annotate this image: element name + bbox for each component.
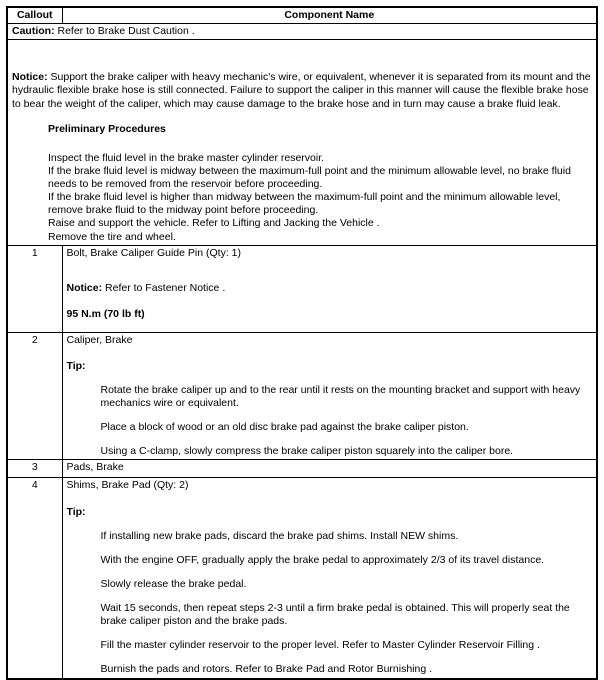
callout-number-4: 4	[7, 478, 62, 679]
caution-text: Refer to Brake Dust Caution .	[57, 25, 195, 38]
component-row-3	[7, 460, 597, 478]
tip-item: Burnish the pads and rotors. Refer to Brake Pad and Rotor Burnishing .	[100, 663, 433, 676]
tip-item: Slowly release the brake pedal.	[100, 577, 247, 590]
notice-label: Notice:	[66, 281, 103, 294]
caution-cell	[7, 24, 597, 40]
component-title: Shims, Brake Pad (Qty: 2)	[66, 479, 189, 492]
table-header-row	[7, 7, 597, 24]
tip-label: Tip:	[66, 359, 86, 372]
caution-row	[7, 24, 597, 40]
tip-item: Wait 15 seconds, then repeat steps 2-3 until a firm brake pedal is obtained. This will properly seat the brake caliper piston and the brake pads.	[100, 602, 570, 628]
callout-number-2: 2	[7, 332, 62, 460]
component-cell-caliper	[62, 332, 597, 460]
tip-item: Using a C-clamp, slowly compress the brake caliper piston squarely into the caliper bore.	[100, 445, 514, 458]
callout-number-1: 1	[7, 245, 62, 332]
preliminary-step: Raise and support the vehicle. Refer to Lifting and Jacking the Vehicle .	[48, 217, 380, 230]
component-row-4	[7, 478, 597, 679]
preliminary-step: Remove the tire and wheel.	[48, 230, 176, 243]
component-cell-bolt	[62, 245, 597, 332]
fastener-notice	[67, 282, 593, 295]
component-cell-pads	[62, 460, 597, 478]
tip-item: Rotate the brake caliper up and to the rear until it rests on the mounting bracket and support with heavy mechanics wire or equivalent.	[100, 383, 581, 409]
notice-text: Refer to Fastener Notice .	[105, 281, 226, 294]
preliminary-procedures-title: Preliminary Procedures	[48, 122, 166, 135]
preliminary-step: If the brake fluid level is midway between the maximum-full point and the minimum allowable level, no brake fluid needs to be removed from the reservoir before proceeding.	[48, 164, 571, 190]
component-row-2	[7, 332, 597, 460]
preliminary-steps	[12, 152, 592, 244]
callout-number-3: 3	[7, 460, 62, 478]
component-name-column-header: Component Name	[62, 7, 597, 24]
component-callout-table	[6, 6, 598, 680]
component-title: Bolt, Brake Caliper Guide Pin (Qty: 1)	[66, 246, 241, 259]
tip-label: Tip:	[66, 505, 86, 518]
notice-label: Notice:	[12, 71, 48, 84]
tip-item: With the engine OFF, gradually apply the brake pedal to approximately 2/3 of its travel distance.	[100, 553, 545, 566]
tip-item: Place a block of wood or an old disc brake pad against the brake caliper piston.	[100, 421, 469, 434]
callout-column-header: Callout	[7, 7, 62, 24]
preliminary-cell	[7, 40, 597, 245]
preliminary-step: Inspect the fluid level in the brake master cylinder reservoir.	[48, 151, 325, 164]
preliminary-row	[7, 40, 597, 245]
component-title: Caliper, Brake	[66, 333, 133, 346]
torque-spec: 95 N.m (70 lb ft)	[66, 307, 145, 320]
notice-text: Support the brake caliper with heavy mechanic's wire, or equivalent, whenever it is separated from its mount and the hydraulic flexible brake hose is still connected. Failure to support the caliper in this manner will cause the flexible brake hose to bear the weight of the caliper, which may cause damage to the brake hose and in turn may cause a brake fluid leak.	[12, 71, 591, 110]
component-cell-shims	[62, 478, 597, 679]
tip-item: Fill the master cylinder reservoir to the proper level. Refer to Master Cylinder Reservoir Filling .	[100, 639, 540, 652]
preliminary-step: If the brake fluid level is higher than midway between the maximum-full point and the minimum allowable level, remove brake fluid to the midway point before proceeding.	[48, 191, 561, 217]
component-row-1	[7, 245, 597, 332]
component-title: Pads, Brake	[66, 461, 124, 474]
caution-label: Caution:	[12, 25, 55, 38]
support-notice	[12, 71, 592, 110]
tip-item: If installing new brake pads, discard the brake pad shims. Install NEW shims.	[100, 529, 459, 542]
